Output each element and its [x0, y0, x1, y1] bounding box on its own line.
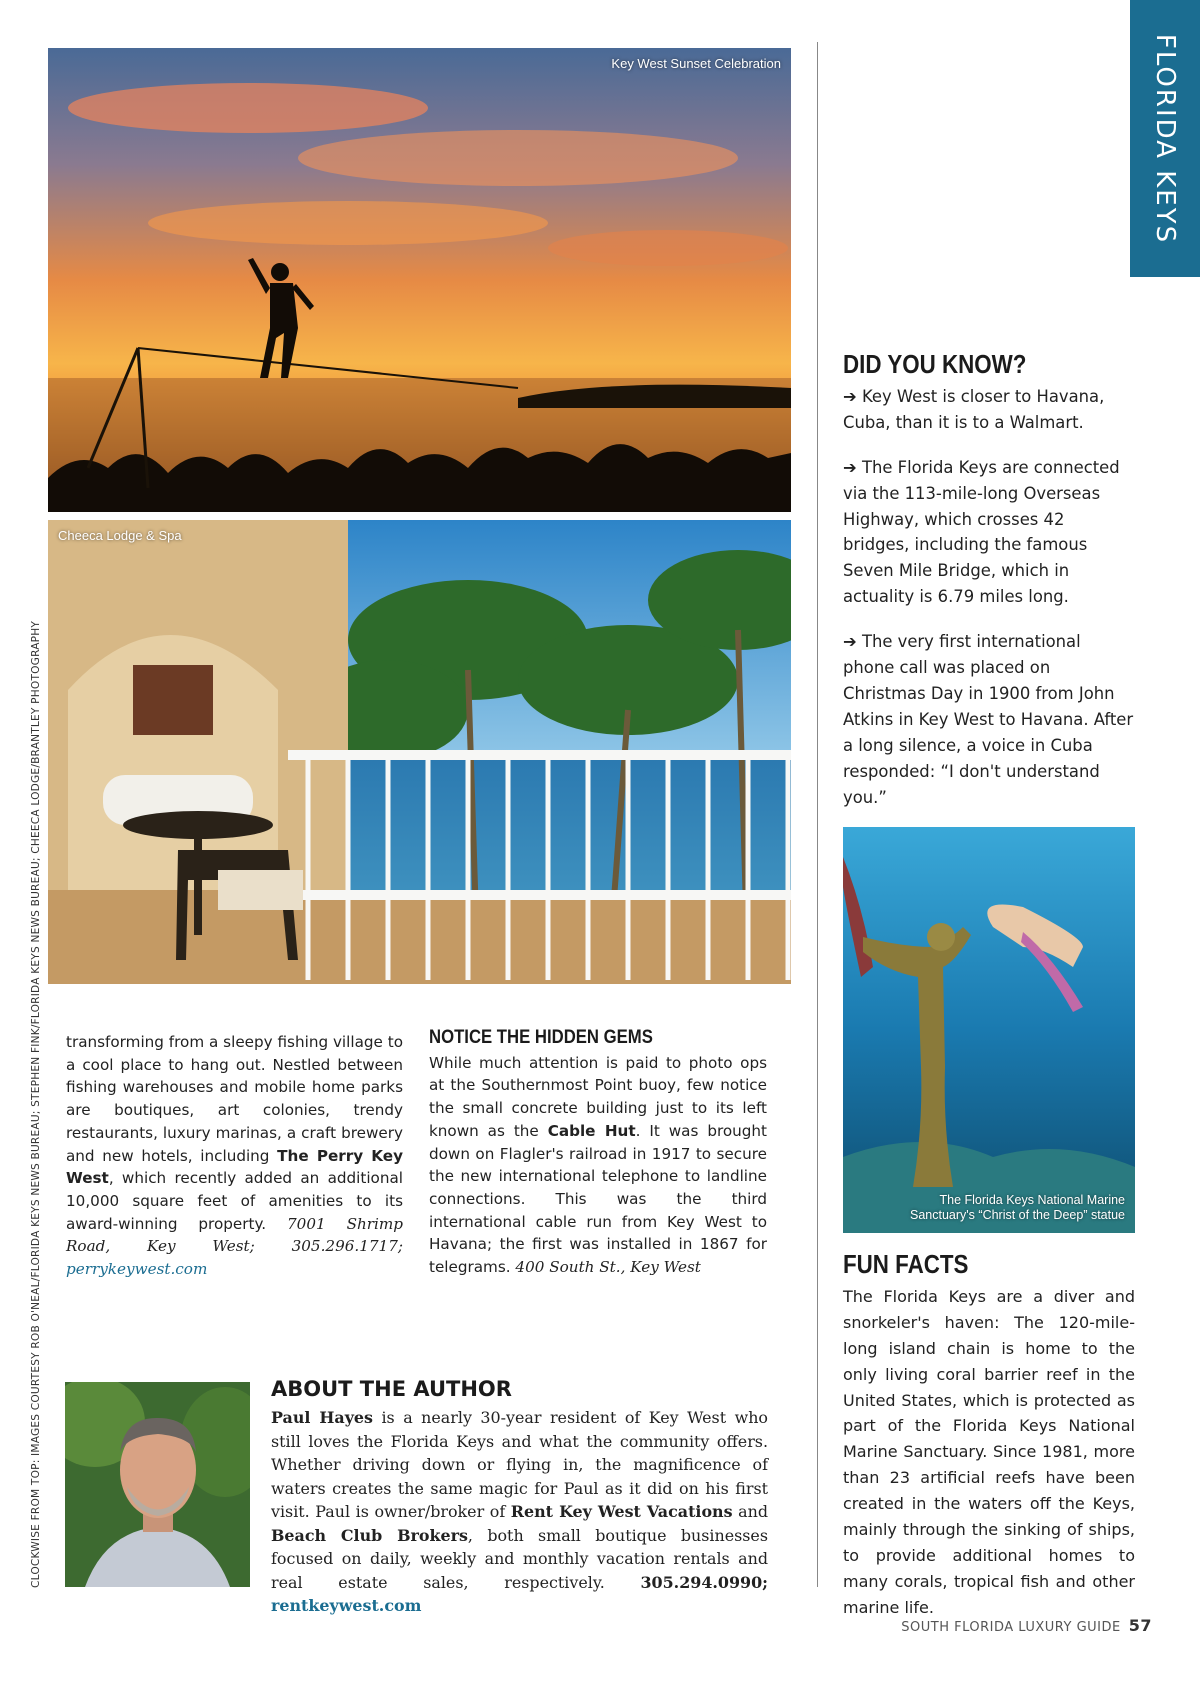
beach-club-name: Beach Club Brokers [271, 1525, 468, 1545]
author-bio-text-2: and [732, 1502, 769, 1521]
rent-key-west-name: Rent Key West Vacations [510, 1502, 733, 1521]
publication-name: SOUTH FLORIDA LUXURY GUIDE [901, 1620, 1121, 1635]
fact-item: ➔ Key West is closer to Havana, Cuba, than it is to a Walmart. [843, 386, 1105, 432]
section-tab-label: FLORIDA KEYS [1150, 33, 1180, 244]
author-name: Paul Hayes [271, 1408, 373, 1427]
hidden-gems-text-2: . It was brought down on Flagler's railroad in 1917 to secure the new international telephone to landline connections. This was the third international cable run from Key West to Havana; the first was installed in 1867 for telegrams. [429, 1121, 768, 1277]
marine-sanctuary-photo [843, 827, 1135, 1233]
left-article-text-2: , which recently added an additional 10,000 square feet of amenities to its award-winning property. [66, 1169, 403, 1233]
arrow-icon: ➔ [843, 632, 857, 652]
cable-hut-name: Cable Hut [547, 1121, 636, 1140]
photo-credit: CLOCKWISE FROM TOP: IMAGES COURTESY ROB O'NEAL/FLORIDA KEYS NEWS BUREAU; STEPHEN FINK/FLORIDA KEYS NEWS BUREAU; CHEECA LODGE/BRANTLEY PHOTOGRAPHY [30, 620, 42, 1588]
did-you-know-heading: DID YOU KNOW? [843, 349, 1027, 379]
fun-facts-heading: FUN FACTS [843, 1249, 969, 1279]
author-bio-text-3: , both small boutique businesses focused on daily, weekly and monthly vacation rentals and real estate sales, respectively. [271, 1525, 768, 1592]
column-divider [817, 42, 818, 1587]
author-link[interactable]: rentkeywest.com [271, 1596, 422, 1615]
fact-item: ➔ The very first international phone call was placed on Christmas Day in 1900 from John Atkins in Key West to Havana. After a long silence, a voice in Cuba responded: “I don't understand you.” [843, 632, 1134, 807]
cable-hut-address: 400 South St., Key West [515, 1258, 701, 1277]
marine-caption: The Florida Keys National Marine Sanctuary's “Christ of the Deep” statue [910, 1193, 1125, 1222]
did-you-know-section [843, 349, 1135, 830]
arrow-icon: ➔ [843, 386, 857, 406]
left-article-text-1: transforming from a sleepy fishing village to a cool place to hang out. Nestled between fishing warehouses and mobile home parks are boutiques, art colonies, trendy restaurants, luxury marinas, a craft brewery and new hotels, including [66, 1033, 403, 1165]
author-photo [65, 1382, 250, 1587]
hidden-gems-heading: NOTICE THE HIDDEN GEMS [429, 1027, 653, 1048]
hidden-gems-text-1: While much attention is paid to photo ops at the Southernmost Point buoy, few notice the small concrete building just to its left known as the [429, 1053, 767, 1140]
perry-address: 7001 Shrimp Road, Key West; 305.296.1717; [66, 1214, 404, 1256]
lodge-photo [48, 520, 791, 984]
author-bio-text-1: is a nearly 30-year resident of Key West who still loves the Florida Keys and what the community offers. Whether driving down or flying in, the magnificence of waters creates the same magic for Paul as it did on his first visit. Paul is owner/broker of [271, 1408, 768, 1521]
sunset-caption: Key West Sunset Celebration [611, 56, 781, 71]
author-bio [271, 1406, 768, 1618]
page-footer [901, 1616, 1152, 1635]
fact-item: ➔ The Florida Keys are connected via the 113-mile-long Overseas Highway, which crosses 42 bridges, including the famous Seven Mile Bridge, which in actuality is 6.79 miles long. [843, 457, 1120, 607]
perry-link[interactable]: perrykeywest.com [66, 1260, 208, 1279]
arrow-icon: ➔ [843, 457, 857, 477]
hidden-gems-section [429, 1027, 767, 1279]
perry-key-west-name: The Perry Key West [66, 1146, 404, 1188]
fun-facts-body: The Florida Keys are a diver and snorkeler's haven: The 120-mile-long island chain is home to the only living coral barrier reef in the United States, which is protected as part of the Florida Keys National Marine Sanctuary. Since 1981, more than 23 artificial reefs have been created in the waters off the Keys, mainly through the sinking of ships, to provide additional homes to many corals, tropical fish and other marine life. [843, 1286, 1135, 1617]
page-number: 57 [1128, 1616, 1152, 1635]
author-heading: ABOUT THE AUTHOR [271, 1377, 512, 1401]
section-tab [1130, 0, 1200, 277]
fun-facts-section [843, 1249, 1135, 1621]
sunset-photo [48, 48, 791, 512]
lodge-caption: Cheeca Lodge & Spa [58, 528, 182, 543]
author-phone: 305.294.0990; [640, 1572, 768, 1592]
left-article [66, 1031, 403, 1281]
